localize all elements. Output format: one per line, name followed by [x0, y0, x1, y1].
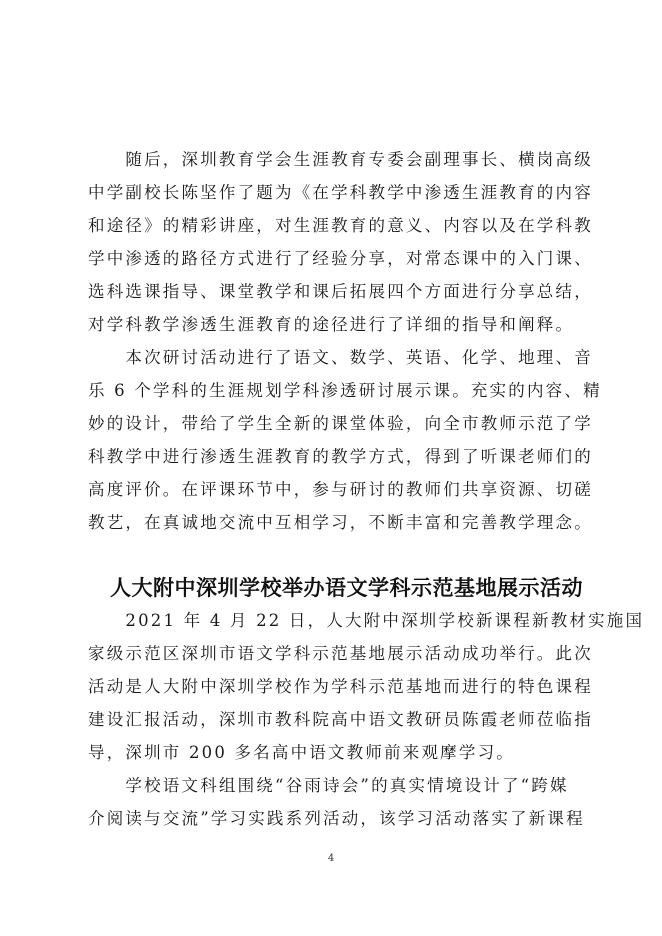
text-line: 2021 年 4 月 22 日，人大附中深圳学校新课程新教材实施国	[88, 611, 645, 630]
text-line: 教艺，在真诚地交流中互相学习，不断丰富和完善教学理念。	[88, 513, 593, 532]
text-line: 科教学中进行渗透生涯教育的教学方式，得到了听课老师们的	[88, 447, 593, 466]
text-line: 介阅读与交流”学习实践系列活动，该学习活动落实了新课程	[88, 809, 585, 828]
text-line: 对学科教学渗透生涯教育的途径进行了详细的指导和阐释。	[88, 315, 575, 334]
page-number: 4	[327, 853, 335, 864]
text-line: 和途径》的精彩讲座，对生涯教育的意义、内容以及在学科教	[88, 216, 593, 235]
text-line: 学校语文科组围绕“谷雨诗会”的真实情境设计了“跨媒	[88, 776, 569, 795]
text-line: 家级示范区深圳市语文学科示范基地展示活动成功举行。此次	[88, 644, 593, 663]
text-line: 建设汇报活动，深圳市教科院高中语文教研员陈霞老师莅临指	[88, 710, 593, 729]
text-line: 随后，深圳教育学会生涯教育专委会副理事长、横岗高级	[88, 150, 593, 169]
text-line: 导，深圳市 200 多名高中语文教师前来观摩学习。	[88, 743, 515, 762]
text-line: 选科选课指导、课堂教学和课后拓展四个方面进行分享总结，	[88, 282, 593, 301]
text-line: 中学副校长陈坚作了题为《在学科教学中渗透生涯教育的内容	[88, 183, 593, 202]
section-heading: 人大附中深圳学校举办语文学科示范基地展示活动	[110, 575, 583, 600]
text-line: 活动是人大附中深圳学校作为学科示范基地而进行的特色课程	[88, 677, 593, 696]
text-line: 妙的设计，带给了学生全新的课堂体验，向全市教师示范了学	[88, 414, 593, 433]
text-line: 乐 6 个学科的生涯规划学科渗透研讨展示课。充实的内容、精	[88, 381, 602, 400]
text-line: 学中渗透的路径方式进行了经验分享，对常态课中的入门课、	[88, 249, 593, 268]
text-line: 高度评价。在评课环节中，参与研讨的教师们共享资源、切磋	[88, 480, 593, 499]
text-line: 本次研讨活动进行了语文、数学、英语、化学、地理、音	[88, 348, 593, 367]
